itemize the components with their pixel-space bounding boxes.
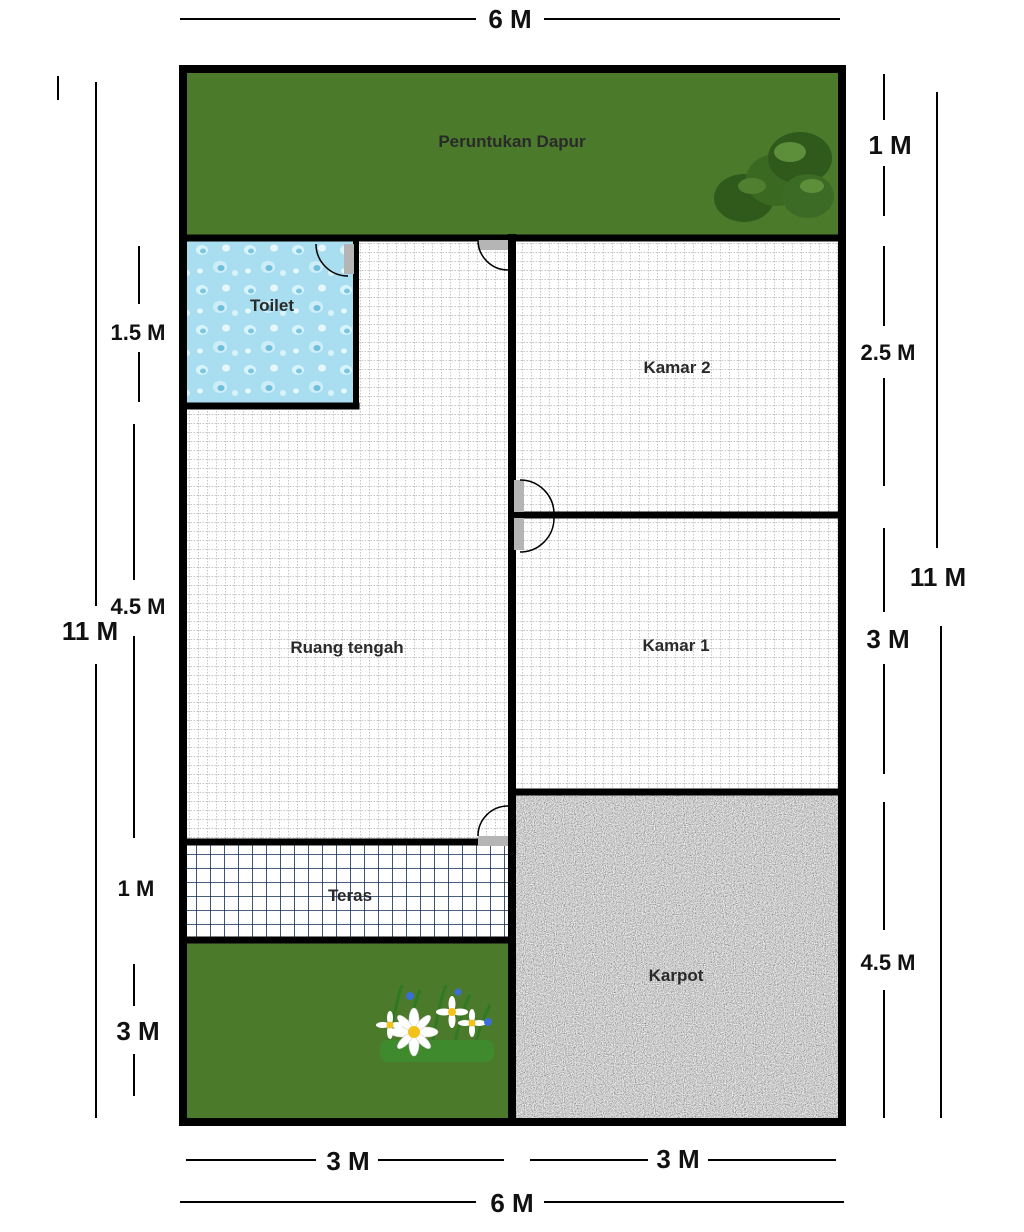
dim-right-dapur: 1 M	[868, 130, 912, 160]
carport-area	[512, 792, 840, 1122]
dim-left-toilet: 1.5 M	[110, 320, 166, 345]
dim-left-ruang: 4.5 M	[110, 594, 166, 619]
room-label-toilet: Toilet	[249, 296, 295, 315]
garden-area	[186, 940, 512, 1122]
dim-bottom-left: 3 M	[326, 1146, 370, 1176]
room-label-ruang-tengah: Ruang tengah	[290, 638, 404, 657]
room-label-teras: Teras	[327, 886, 373, 905]
room-label-dapur: Peruntukan Dapur	[438, 132, 586, 151]
dim-left-total: 11 M	[61, 616, 119, 646]
dim-top-total: 6 M	[488, 4, 532, 34]
dim-right-carport: 4.5 M	[860, 950, 916, 975]
room-label-kamar2: Kamar 2	[643, 358, 711, 377]
dim-left-teras: 1 M	[117, 876, 155, 901]
dim-right-total: 11 M	[909, 562, 967, 592]
dim-bottom-total: 6 M	[490, 1188, 534, 1218]
room-label-carport: Karpot	[648, 966, 704, 985]
room-label-kamar1: Kamar 1	[642, 636, 710, 655]
toilet-area	[186, 238, 356, 406]
dim-right-kamar1: 3 M	[866, 624, 910, 654]
dim-left-garden: 3 M	[116, 1016, 160, 1046]
dim-right-kamar2: 2.5 M	[860, 340, 916, 365]
dim-bottom-right: 3 M	[656, 1144, 700, 1174]
